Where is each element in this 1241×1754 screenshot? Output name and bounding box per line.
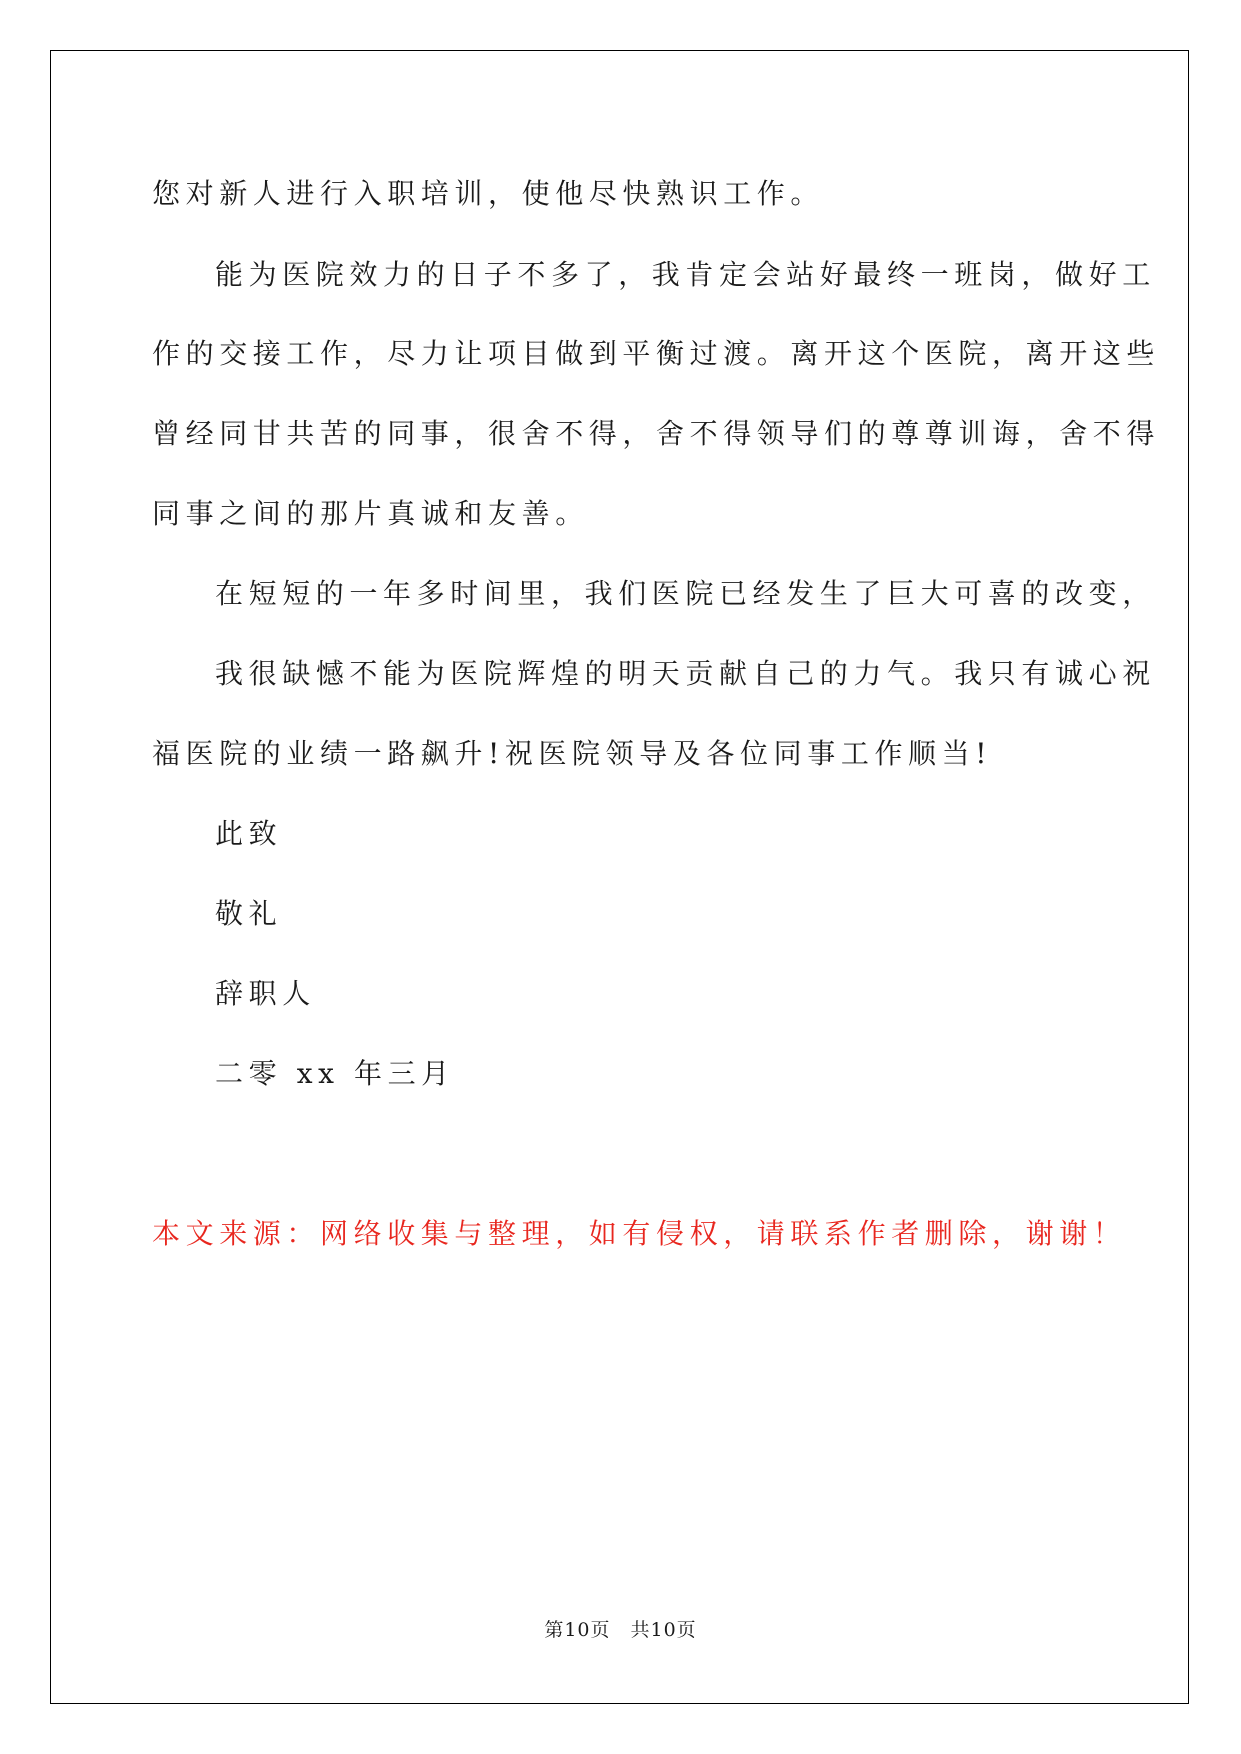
source-notice: 本文来源：网络收集与整理，如有侵权，请联系作者删除，谢谢！: [152, 1217, 1127, 1250]
body-line: 我很缺憾不能为医院辉煌的明天贡献自己的力气。我只有诚心祝: [215, 657, 1156, 690]
closing-regards: 敬礼: [215, 897, 283, 930]
page-frame: [50, 50, 1189, 1704]
body-line: 您对新人进行入职培训，使他尽快熟识工作。: [152, 177, 825, 210]
body-line: 在短短的一年多时间里，我们医院已经发生了巨大可喜的改变，: [215, 577, 1156, 610]
page-number: 第10页: [544, 1619, 611, 1641]
signature-date: 二零 xx 年三月: [215, 1057, 455, 1090]
body-line: 能为医院效力的日子不多了，我肯定会站好最终一班岗，做好工: [215, 258, 1156, 291]
page-total: 共10页: [630, 1619, 697, 1641]
closing-salutation: 此致: [215, 817, 283, 850]
body-line: 同事之间的那片真诚和友善。: [152, 497, 589, 530]
page-footer: [0, 1618, 1241, 1642]
body-line: 福医院的业绩一路飙升!祝医院领导及各位同事工作顺当!: [152, 737, 993, 770]
body-line: 作的交接工作，尽力让项目做到平衡过渡。离开这个医院，离开这些: [152, 337, 1161, 370]
body-line: 曾经同甘共苦的同事，很舍不得，舍不得领导们的尊尊训诲，舍不得: [152, 417, 1161, 450]
signature-name: 辞职人: [215, 977, 316, 1010]
